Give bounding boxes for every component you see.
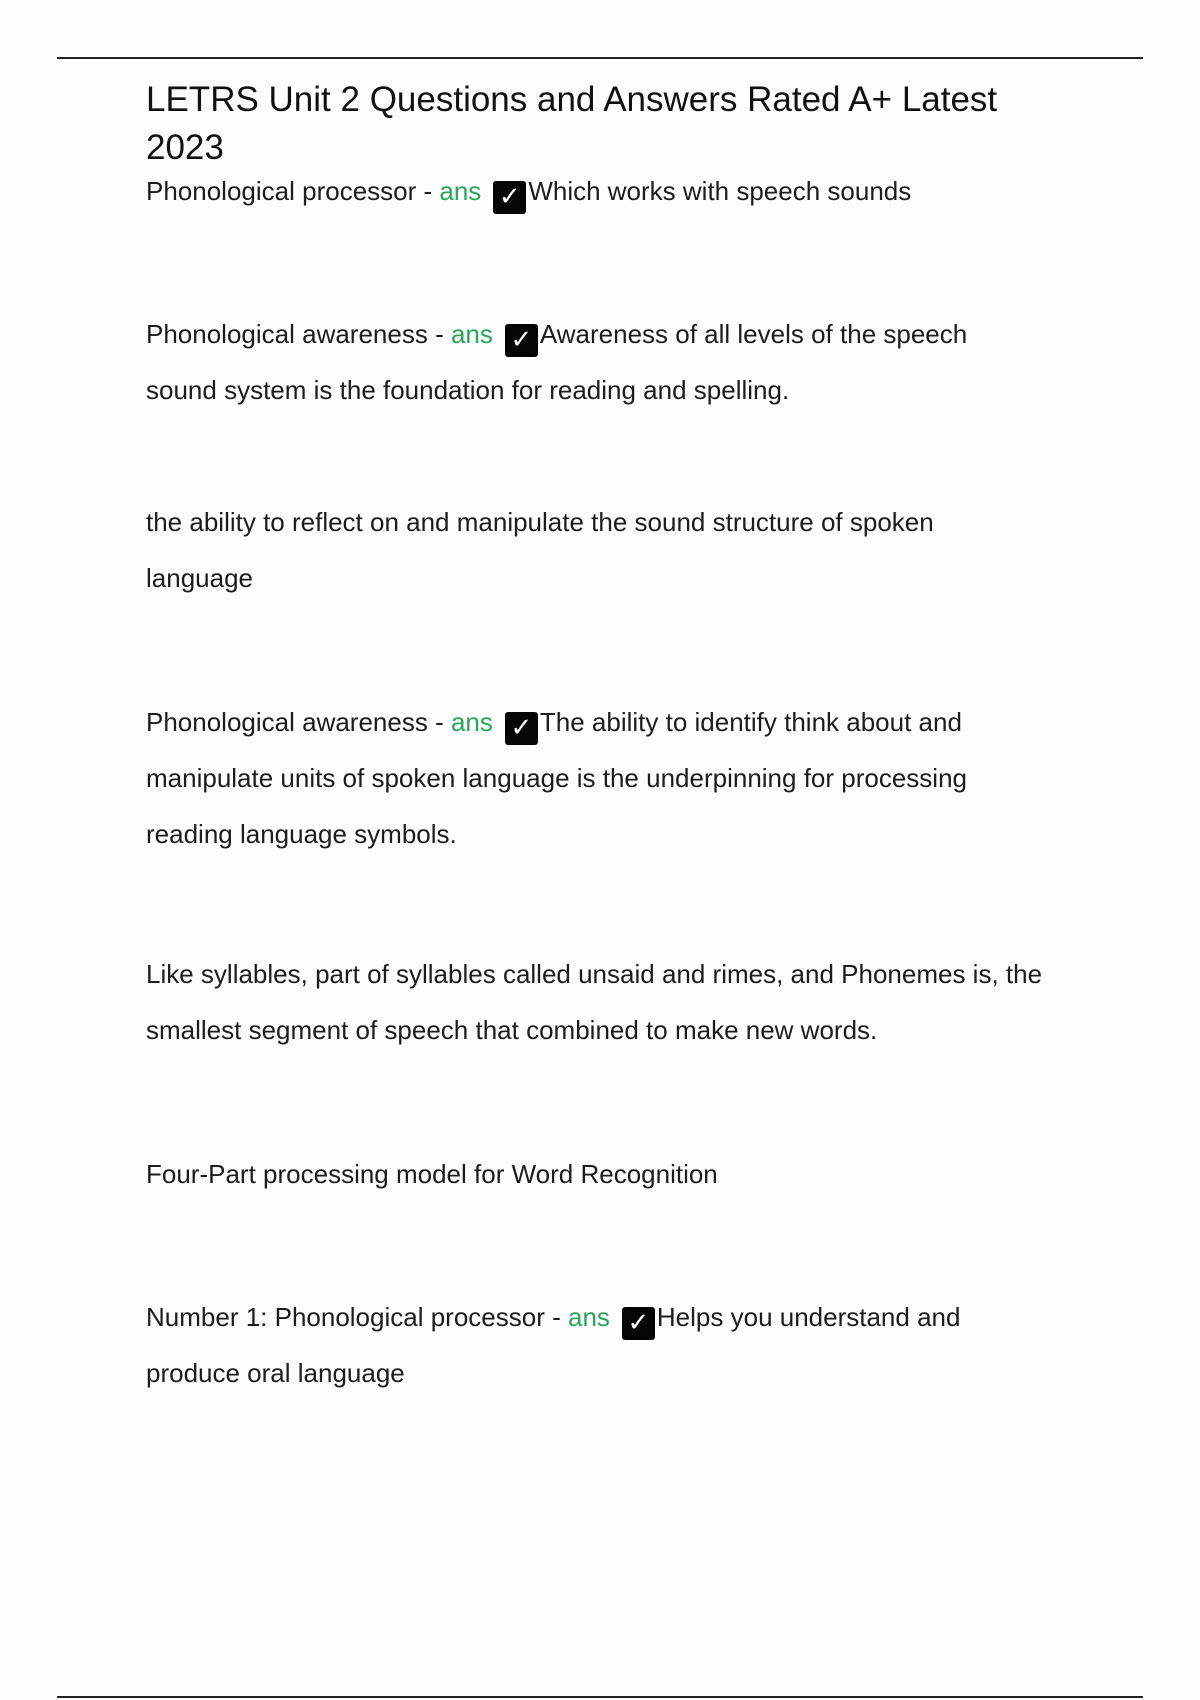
separator: - xyxy=(427,319,451,349)
text-line: smallest segment of speech that combined to make new words. xyxy=(146,1015,878,1045)
term: Number 1: Phonological processor xyxy=(146,1302,545,1332)
term: Phonological awareness xyxy=(146,707,428,737)
answer: Which works with speech sounds xyxy=(528,176,912,206)
qa-line xyxy=(146,163,1106,219)
answer-marker: ans xyxy=(567,1302,610,1332)
answer: Helps you understand and xyxy=(656,1302,961,1332)
qa-entry xyxy=(146,1289,1106,1401)
bottom-rule xyxy=(57,1696,1143,1698)
qa-entry xyxy=(146,694,1106,862)
document-title xyxy=(146,76,1106,172)
text-line: the ability to reflect on and manipulate the sound structure of spoken xyxy=(146,507,934,537)
text-line: Four-Part processing model for Word Recognition xyxy=(146,1159,718,1189)
separator: - xyxy=(544,1302,568,1332)
separator: - xyxy=(416,176,440,206)
answer-marker: ans xyxy=(450,707,493,737)
text-entry xyxy=(146,1146,1106,1202)
text-line: language xyxy=(146,563,253,593)
checkmark-icon: ✓ xyxy=(505,324,538,357)
answer-marker: ans xyxy=(439,176,482,206)
checkmark-icon: ✓ xyxy=(622,1307,655,1340)
term: Phonological processor xyxy=(146,176,417,206)
checkmark-icon: ✓ xyxy=(505,712,538,745)
answer-continuation: produce oral language xyxy=(146,1358,405,1388)
text-entry xyxy=(146,946,1106,1058)
qa-line xyxy=(146,1289,1106,1345)
qa-entry xyxy=(146,306,1106,418)
answer-continuation: reading language symbols. xyxy=(146,819,457,849)
checkmark-icon: ✓ xyxy=(493,181,526,214)
top-rule xyxy=(57,57,1143,59)
answer-continuation: sound system is the foundation for reading and spelling. xyxy=(146,375,790,405)
qa-entry xyxy=(146,163,1106,219)
title-line-2: 2023 xyxy=(146,128,224,167)
separator: - xyxy=(427,707,451,737)
answer: The ability to identify think about and xyxy=(539,707,962,737)
qa-line xyxy=(146,306,1106,362)
answer: Awareness of all levels of the speech xyxy=(539,319,968,349)
answer-continuation: manipulate units of spoken language is the underpinning for processing xyxy=(146,763,967,793)
text-line: Like syllables, part of syllables called unsaid and rimes, and Phonemes is, the xyxy=(146,959,1043,989)
title-line-1: LETRS Unit 2 Questions and Answers Rated A+ Latest xyxy=(146,80,998,119)
term: Phonological awareness xyxy=(146,319,428,349)
text-entry xyxy=(146,494,1106,606)
answer-marker: ans xyxy=(450,319,493,349)
qa-line xyxy=(146,694,1106,750)
document-header xyxy=(146,76,1106,172)
